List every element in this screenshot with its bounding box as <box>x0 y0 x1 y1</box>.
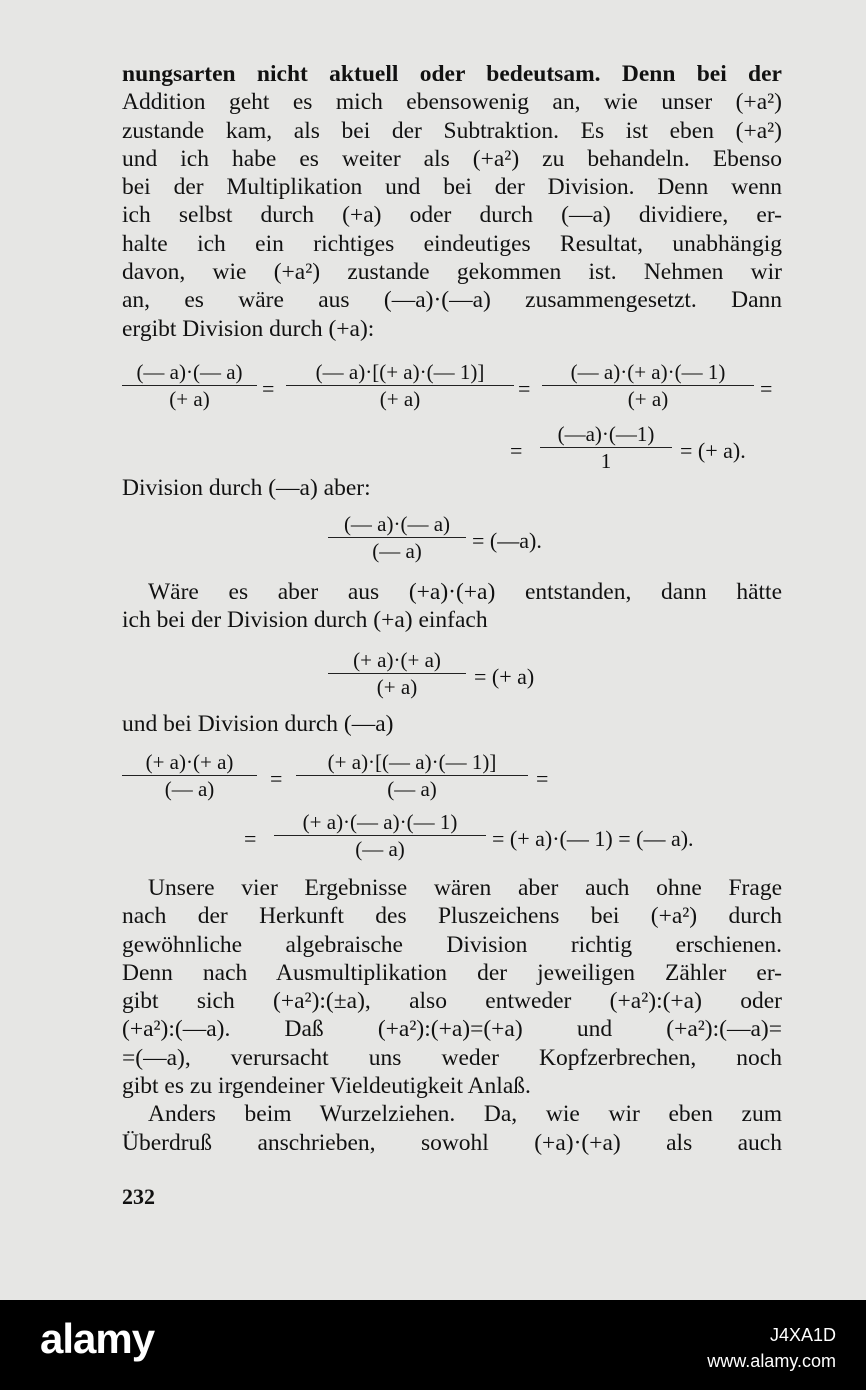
text-line: ich selbst durch (+a) oder durch (—a) dividiere, er- <box>122 202 782 229</box>
fraction <box>122 360 257 411</box>
denominator: (— a) <box>355 837 405 861</box>
text-line: =(—a), verursacht uns weder Kopfzerbrechen, noch <box>122 1044 782 1071</box>
text-line: bei der Multiplikation und bei der Division. Denn wenn <box>122 174 782 201</box>
numerator: (— a)·(+ a)·(— 1) <box>570 360 726 384</box>
text-line: Division durch (—a) aber: <box>122 475 371 501</box>
equals-sign: = <box>270 766 283 791</box>
text-line: nungsarten nicht aktuell oder bedeutsam. Denn bei der <box>122 61 782 87</box>
fraction <box>296 750 528 801</box>
denominator: (— a) <box>387 777 437 801</box>
alamy-logo: alamy <box>40 1315 155 1362</box>
equation-result: = (+ a)·(— 1) = (— a). <box>492 826 694 851</box>
text-line: und bei Division durch (—a) <box>122 711 394 737</box>
equation-result: = (+ a) <box>474 664 535 689</box>
fraction <box>328 648 466 699</box>
text-line: zustande kam, als bei der Subtraktion. Es ist eben (+a²) <box>122 117 782 144</box>
denominator: (+ a) <box>379 387 421 411</box>
denominator: (— a) <box>164 777 215 801</box>
numerator: (+ a)·(+ a) <box>353 648 441 672</box>
fraction <box>540 422 672 473</box>
text-line: gewöhnliche algebraische Division richtig erschienen. <box>122 931 782 958</box>
equals-sign: = <box>510 438 523 463</box>
equals-sign: = <box>536 766 549 791</box>
fraction <box>122 750 257 801</box>
numerator: (— a)·(— a) <box>136 360 243 384</box>
equation-result: = (—a). <box>472 528 542 553</box>
paragraph-3 <box>122 874 782 1157</box>
fraction <box>286 360 514 411</box>
equals-sign: = <box>244 826 257 851</box>
equals-sign: = <box>518 376 531 401</box>
denominator: (+ a) <box>169 387 210 411</box>
numerator: (— a)·(— a) <box>343 512 451 536</box>
denominator: (+ a) <box>376 675 418 699</box>
text-line: und ich habe es weiter als (+a²) zu behandeln. Ebenso <box>122 145 782 172</box>
text-line: Anders beim Wurzelziehen. Da, wie wir eben zum <box>148 1101 782 1128</box>
text-line: gibt sich (+a²):(±a), also entweder (+a²):(+a) oder <box>122 988 782 1015</box>
stock-info <box>707 1322 836 1374</box>
text-line: (+a²):(—a). Daß (+a²):(+a)=(+a) und (+a²):(—a)= <box>122 1016 782 1043</box>
text-line: an, es wäre aus (—a)·(—a) zusammengesetzt. Dann <box>122 287 782 314</box>
fraction <box>274 810 486 861</box>
site-url: www.alamy.com <box>707 1351 836 1371</box>
denominator: (+ a) <box>627 387 669 411</box>
text-line: nach der Herkunft des Pluszeichens bei (+a²) durch <box>122 903 782 930</box>
image-id: J4XA1D <box>769 1325 836 1345</box>
text-line: gibt es zu irgendeiner Vieldeutigkeit Anlaß. <box>122 1073 531 1100</box>
equals-sign: = <box>760 376 773 401</box>
text-line: ich bei der Division durch (+a) einfach <box>122 607 488 634</box>
page-number: 232 <box>122 1184 155 1209</box>
text-line: ergibt Division durch (+a): <box>122 315 375 342</box>
denominator: (— a) <box>372 539 422 563</box>
paragraph-2 <box>122 578 782 635</box>
text-block <box>122 710 782 738</box>
fraction <box>328 512 466 563</box>
fraction <box>542 360 754 411</box>
text-line: davon, wie (+a²) zustande gekommen ist. Nehmen wir <box>122 259 782 286</box>
text-line: Unsere vier Ergebnisse wären aber auch ohne Frage <box>148 875 782 901</box>
text-line: Wäre es aber aus (+a)·(+a) entstanden, dann hätte <box>148 579 782 605</box>
text-line: halte ich ein richtiges eindeutiges Resultat, unabhängig <box>122 230 782 257</box>
denominator: 1 <box>600 449 612 473</box>
equation-result: = (+ a). <box>680 438 746 463</box>
text-line: Addition geht es mich ebensowenig an, wie unser (+a²) <box>122 89 782 116</box>
text-line: Überdruß anschrieben, sowohl (+a)·(+a) als auch <box>122 1129 782 1156</box>
equals-sign: = <box>262 376 275 401</box>
text-line: Denn nach Ausmultiplikation der jeweiligen Zähler er- <box>122 959 782 986</box>
numerator: (+ a)·(— a)·(— 1) <box>302 810 458 834</box>
paragraph-1 <box>122 60 782 343</box>
numerator: (— a)·[(+ a)·(— 1)] <box>315 360 485 384</box>
numerator: (—a)·(—1) <box>557 422 655 446</box>
numerator: (+ a)·[(— a)·(— 1)] <box>327 750 497 774</box>
numerator: (+ a)·(+ a) <box>145 750 234 774</box>
text-block <box>122 474 782 502</box>
